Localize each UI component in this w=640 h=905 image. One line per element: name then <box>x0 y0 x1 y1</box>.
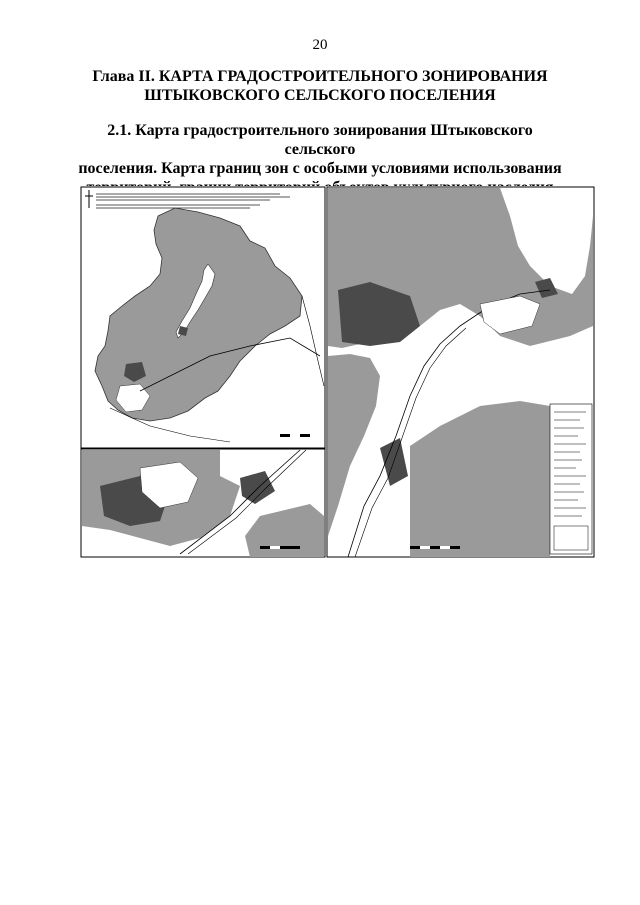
scale-bar-overview <box>280 434 320 437</box>
section-title-line-1: 2.1. Карта градостроительного зонирования Штыковского сельского <box>107 122 533 158</box>
chapter-title <box>60 67 580 105</box>
chapter-title-line-1: Глава II. КАРТА ГРАДОСТРОИТЕЛЬНОГО ЗОНИРОВАНИЯ <box>92 68 548 85</box>
chapter-title-line-2: ШТЫКОВСКОГО СЕЛЬСКОГО ПОСЕЛЕНИЯ <box>144 87 496 104</box>
scale-bar-detail <box>410 546 460 549</box>
section-title-line-2: поселения. Карта границ зон с особыми условиями использования <box>78 160 562 177</box>
map-legend <box>550 404 592 554</box>
scale-bar-inset <box>260 546 300 549</box>
page-number: 20 <box>312 37 328 53</box>
zoning-map-figure <box>80 186 595 558</box>
zoning-map-image <box>80 186 595 558</box>
